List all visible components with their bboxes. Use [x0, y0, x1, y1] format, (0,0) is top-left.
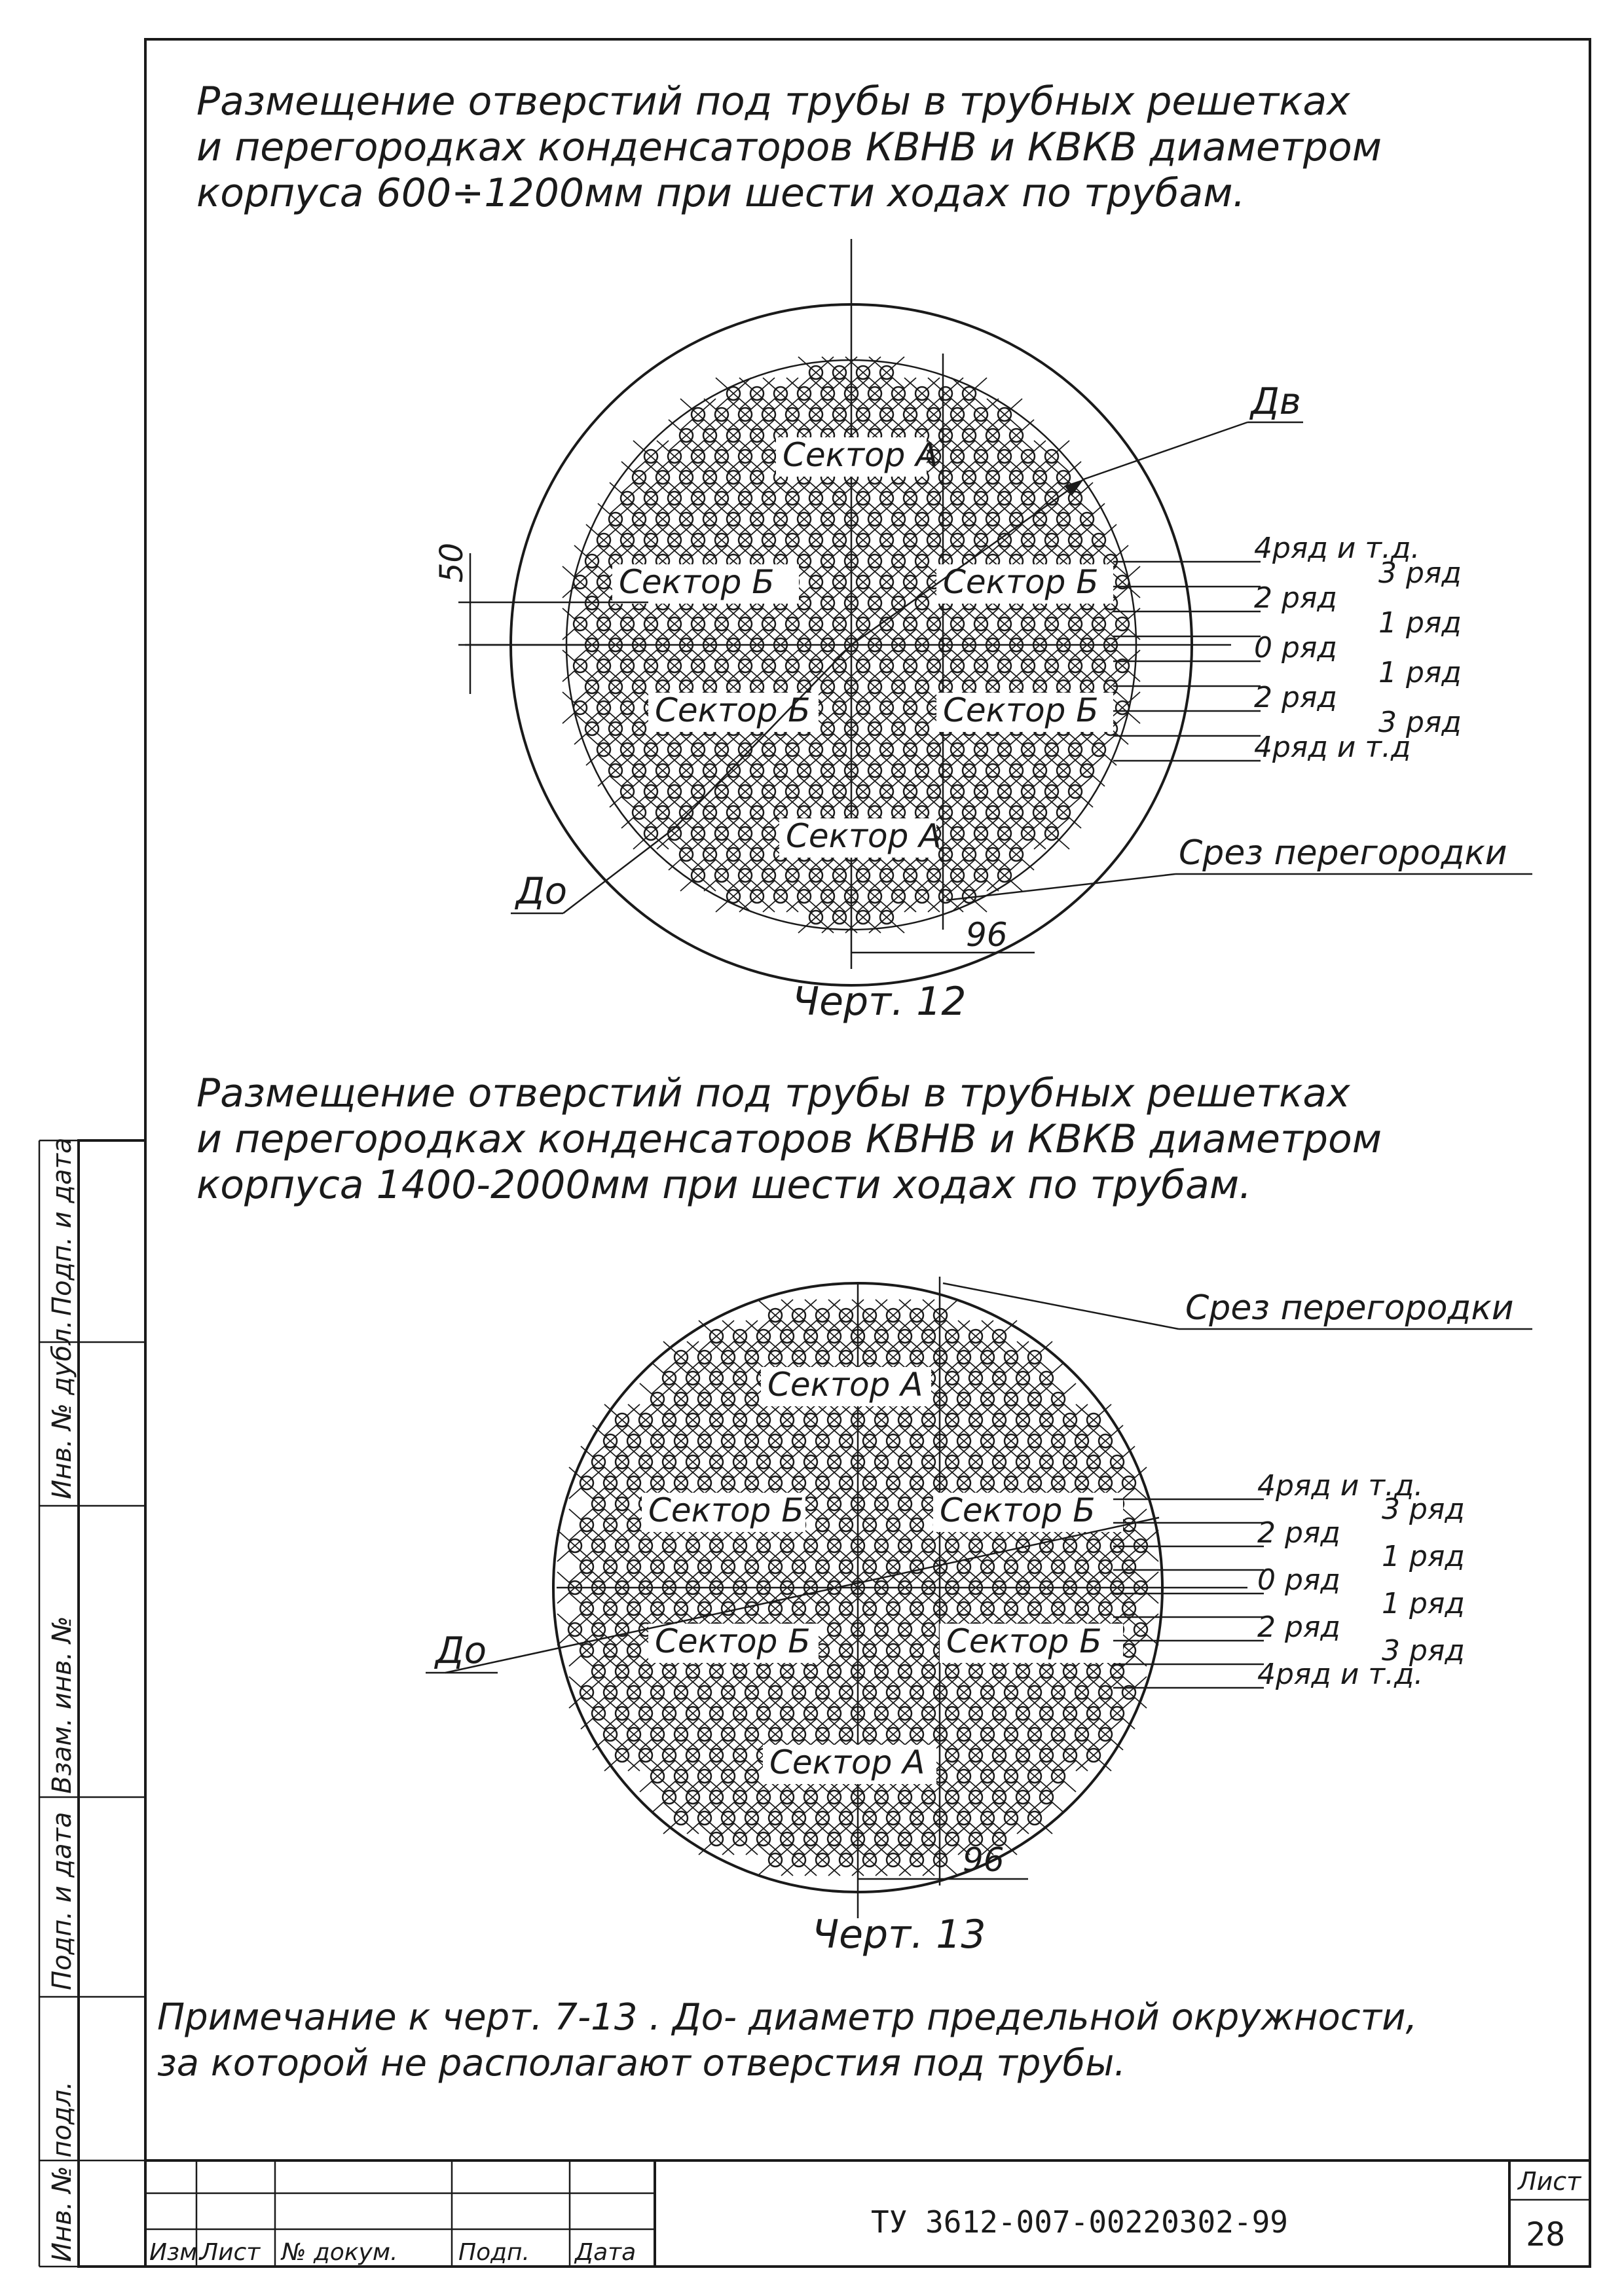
- col-change: Изм.: [149, 2239, 205, 2266]
- row-labels-13: [1113, 1469, 1465, 1691]
- title-block: [145, 2160, 1590, 2267]
- col-date: Дата: [575, 2239, 637, 2266]
- col-signature: Подп.: [458, 2239, 530, 2266]
- row-label: 1 ряд: [1378, 656, 1462, 689]
- sheet-label: Лист: [1518, 2167, 1581, 2196]
- caption-12-line-1: Размещение отверстий под трубы в трубных решетках: [196, 79, 1350, 124]
- dv-leader-12: [1084, 422, 1247, 479]
- sector-b-upper-right-13: Сектор Б: [940, 1491, 1096, 1529]
- dv-label: Дв: [1251, 380, 1301, 423]
- tube-sheet-diagram-13: [426, 1277, 1532, 1958]
- row-label: 0 ряд: [1254, 631, 1337, 665]
- sector-a-top-13: Сектор А: [767, 1366, 923, 1404]
- row-label: 1 ряд: [1382, 1540, 1465, 1573]
- tube-sheet-diagram-12: [434, 239, 1532, 1025]
- row-label: 1 ряд: [1382, 1587, 1465, 1620]
- row-label: 4ряд и т.д.: [1257, 1469, 1424, 1503]
- dim-50-label: 50: [434, 542, 470, 583]
- row-label: 2 ряд: [1257, 1611, 1340, 1644]
- row-label: 2 ряд: [1254, 681, 1337, 714]
- caption-13-line-1: Размещение отверстий под трубы в трубных решетках: [196, 1070, 1350, 1116]
- caption-12-line-3: корпуса 600÷1200мм при шести ходах по трубам.: [196, 170, 1246, 216]
- cut-label-12: Срез перегородки: [1179, 833, 1507, 873]
- caption-13-line-3: корпуса 1400-2000мм при шести ходах по трубам.: [196, 1162, 1252, 1208]
- cut-label-13: Срез перегородки: [1185, 1288, 1514, 1328]
- stamp-label-dup-inv: Инв. № дубл.: [47, 1320, 77, 1499]
- caption-13-line-2: и перегородках конденсаторов КВНВ и КВКВ диаметром: [196, 1116, 1382, 1162]
- sheet-number: 28: [1526, 2215, 1566, 2253]
- row-label: 4ряд и т.д: [1254, 731, 1411, 764]
- sector-b-lower-right-12: Сектор Б: [943, 691, 1099, 729]
- col-sheet: Лист: [200, 2239, 261, 2266]
- sector-a-bottom-12: Сектор А: [786, 817, 942, 855]
- caption-drawing-13: [196, 1070, 1382, 1208]
- stamp-label-sign-date-top: Подп. и дата: [47, 1137, 77, 1316]
- sector-b-lower-left-12: Сектор Б: [655, 691, 811, 729]
- row-label: 3 ряд: [1378, 706, 1462, 739]
- note-line-2: за которой не располагают отверстия под трубы.: [157, 2042, 1126, 2085]
- dim-96-label-12: 96: [966, 916, 1008, 954]
- row-label: 3 ряд: [1382, 1493, 1465, 1526]
- stamp-label-replaced-inv: Взам. инв. №: [47, 1616, 77, 1794]
- do-label-12: До: [516, 870, 568, 913]
- figure-label-13: Черт. 13: [812, 1912, 986, 1958]
- stamp-label-sign-date: Подп. и дата: [47, 1812, 77, 1990]
- sector-a-top-12: Сектор А: [783, 436, 938, 474]
- row-label: 4ряд и т.д.: [1257, 1658, 1424, 1691]
- sector-b-lower-left-13: Сектор Б: [655, 1622, 811, 1660]
- side-stamp: [39, 1138, 145, 2267]
- cut-leader-12: [946, 874, 1175, 900]
- stamp-label-original-inv: Инв. № подл.: [47, 2081, 77, 2262]
- note: [157, 1996, 1417, 2085]
- row-label: 2 ряд: [1257, 1516, 1340, 1550]
- do-label-13: До: [435, 1630, 487, 1672]
- row-label: 3 ряд: [1382, 1634, 1465, 1667]
- note-line-1: Примечание к черт. 7-13 . До- диаметр предельной окружности,: [157, 1996, 1418, 2039]
- sector-b-upper-left-12: Сектор Б: [619, 563, 775, 601]
- sector-b-lower-right-13: Сектор Б: [946, 1622, 1102, 1660]
- row-label: 4ряд и т.д.: [1254, 532, 1420, 565]
- sector-b-upper-right-12: Сектор Б: [943, 563, 1099, 601]
- do-leader-12: [563, 828, 674, 913]
- row-label: 1 ряд: [1378, 606, 1462, 640]
- row-label: 3 ряд: [1378, 556, 1462, 590]
- caption-drawing-12: [196, 79, 1382, 216]
- dim-96-label-13: 96: [963, 1841, 1005, 1879]
- row-label: 2 ряд: [1254, 581, 1337, 615]
- sector-a-bottom-13: Сектор А: [769, 1743, 925, 1781]
- caption-12-line-2: и перегородках конденсаторов КВНВ и КВКВ диаметром: [196, 124, 1382, 170]
- col-doc-number: № докум.: [282, 2239, 398, 2266]
- row-label: 0 ряд: [1257, 1563, 1340, 1597]
- cut-leader-13: [943, 1283, 1179, 1329]
- document-code: ТУ 3612-007-00220302-99: [871, 2204, 1288, 2240]
- sector-b-upper-left-13: Сектор Б: [648, 1491, 804, 1529]
- row-labels-12: [1113, 532, 1462, 764]
- figure-label-12: Черт. 12: [792, 979, 967, 1025]
